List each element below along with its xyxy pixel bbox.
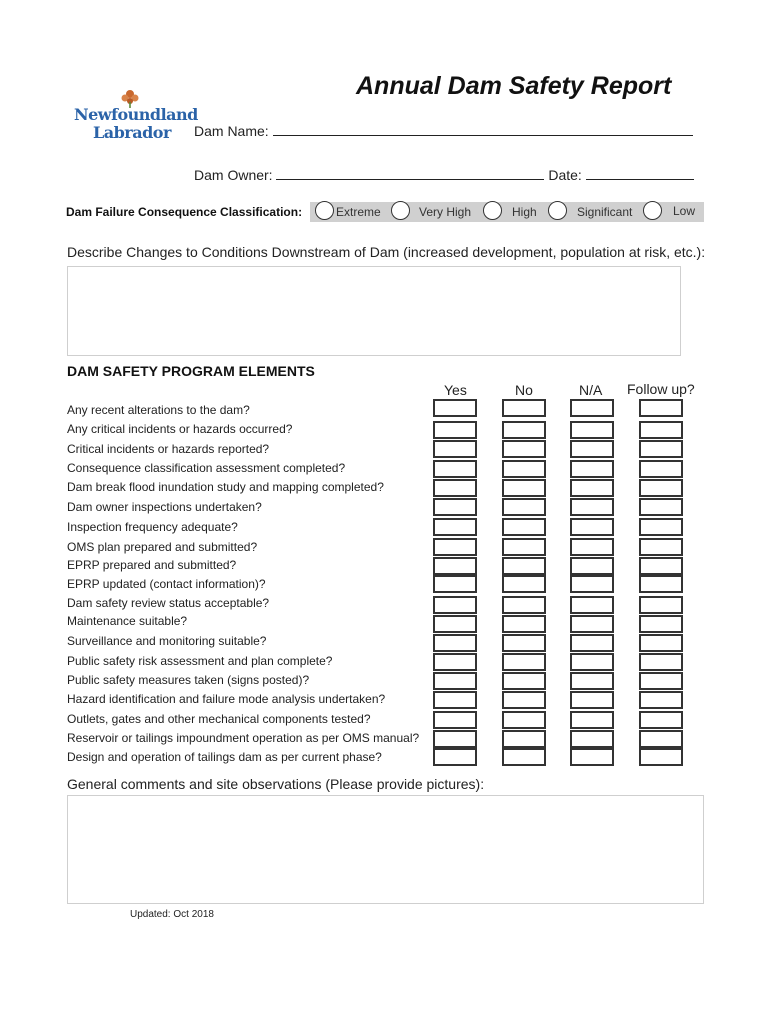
checkbox-follow-up[interactable]	[639, 399, 683, 417]
newfoundland-labrador-logo	[74, 88, 198, 144]
option-label-very-high: Very High	[419, 205, 472, 219]
checkbox-yes[interactable]	[433, 711, 477, 729]
checkbox-yes[interactable]	[433, 575, 477, 593]
checkbox-yes[interactable]	[433, 440, 477, 458]
question-text: Maintenance suitable?	[67, 614, 188, 628]
checkbox-na[interactable]	[570, 440, 614, 458]
radio-high[interactable]	[483, 201, 502, 220]
checkbox-no[interactable]	[502, 653, 546, 671]
checkbox-yes[interactable]	[433, 653, 477, 671]
checkbox-no[interactable]	[502, 399, 546, 417]
question-text: OMS plan prepared and submitted?	[67, 540, 258, 554]
column-header-na: N/A	[579, 382, 603, 398]
checkbox-na[interactable]	[570, 557, 614, 575]
column-header-no: No	[515, 382, 533, 398]
checkbox-na[interactable]	[570, 421, 614, 439]
question-text: Outlets, gates and other mechanical components tested?	[67, 712, 371, 726]
dam-name-field[interactable]	[273, 122, 693, 136]
column-header-yes: Yes	[444, 382, 467, 398]
option-label-extreme: Extreme	[336, 205, 381, 219]
checkbox-na[interactable]	[570, 691, 614, 709]
question-text: Inspection frequency adequate?	[67, 520, 238, 534]
checkbox-follow-up[interactable]	[639, 498, 683, 516]
comments-textarea[interactable]	[67, 795, 704, 904]
question-text: Surveillance and monitoring suitable?	[67, 634, 267, 648]
checkbox-follow-up[interactable]	[639, 557, 683, 575]
checkbox-no[interactable]	[502, 748, 546, 766]
question-text: Any critical incidents or hazards occurred?	[67, 422, 293, 436]
checkbox-yes[interactable]	[433, 730, 477, 748]
dam-owner-label: Dam Owner:	[194, 167, 273, 183]
checkbox-na[interactable]	[570, 615, 614, 633]
date-label: Date:	[548, 167, 582, 183]
checkbox-no[interactable]	[502, 672, 546, 690]
checkbox-yes[interactable]	[433, 615, 477, 633]
checkbox-no[interactable]	[502, 691, 546, 709]
checkbox-no[interactable]	[502, 538, 546, 556]
checkbox-follow-up[interactable]	[639, 711, 683, 729]
radio-low[interactable]	[643, 201, 662, 220]
question-text: Design and operation of tailings dam as per current phase?	[67, 750, 382, 764]
checkbox-follow-up[interactable]	[639, 730, 683, 748]
radio-very-high[interactable]	[391, 201, 410, 220]
checkbox-follow-up[interactable]	[639, 460, 683, 478]
checkbox-na[interactable]	[570, 653, 614, 671]
checkbox-no[interactable]	[502, 596, 546, 614]
option-label-low: Low	[673, 204, 696, 218]
option-label-high: High	[512, 205, 537, 219]
dam-owner-field[interactable]	[276, 166, 544, 180]
updated-date-footer: Updated: Oct 2018	[130, 909, 214, 920]
dam-owner-row	[194, 166, 694, 183]
checkbox-yes[interactable]	[433, 518, 477, 536]
question-text: Public safety measures taken (signs posted)?	[67, 673, 310, 687]
page-title: Annual Dam Safety Report	[356, 72, 672, 100]
checkbox-yes[interactable]	[433, 421, 477, 439]
dam-name-row	[194, 122, 693, 139]
checkbox-follow-up[interactable]	[639, 575, 683, 593]
checkbox-na[interactable]	[570, 596, 614, 614]
checkbox-no[interactable]	[502, 730, 546, 748]
checkbox-yes[interactable]	[433, 538, 477, 556]
checkbox-no[interactable]	[502, 557, 546, 575]
checkbox-follow-up[interactable]	[639, 615, 683, 633]
checkbox-yes[interactable]	[433, 498, 477, 516]
checkbox-no[interactable]	[502, 460, 546, 478]
question-text: Hazard identification and failure mode analysis undertaken?	[67, 692, 386, 706]
checkbox-na[interactable]	[570, 672, 614, 690]
checkbox-follow-up[interactable]	[639, 748, 683, 766]
checkbox-yes[interactable]	[433, 460, 477, 478]
question-text: Public safety risk assessment and plan complete?	[67, 654, 333, 668]
checkbox-follow-up[interactable]	[639, 691, 683, 709]
date-field[interactable]	[586, 166, 694, 180]
question-text: Dam owner inspections undertaken?	[67, 500, 262, 514]
comments-label: General comments and site observations (Please provide pictures):	[67, 776, 485, 792]
checkbox-na[interactable]	[570, 479, 614, 497]
classification-label: Dam Failure Consequence Classification:	[66, 205, 303, 219]
checkbox-yes[interactable]	[433, 634, 477, 652]
logo-text-labrador: Labrador	[93, 123, 171, 142]
checkbox-follow-up[interactable]	[639, 421, 683, 439]
checkbox-no[interactable]	[502, 479, 546, 497]
question-text: Critical incidents or hazards reported?	[67, 442, 270, 456]
checkbox-follow-up[interactable]	[639, 596, 683, 614]
checkbox-no[interactable]	[502, 634, 546, 652]
checkbox-follow-up[interactable]	[639, 653, 683, 671]
checkbox-yes[interactable]	[433, 479, 477, 497]
checkbox-yes[interactable]	[433, 399, 477, 417]
radio-significant[interactable]	[548, 201, 567, 220]
checkbox-yes[interactable]	[433, 557, 477, 575]
checkbox-follow-up[interactable]	[639, 672, 683, 690]
dam-name-label: Dam Name:	[194, 123, 269, 139]
checkbox-na[interactable]	[570, 518, 614, 536]
logo-text-newfoundland: Newfoundland	[74, 105, 198, 124]
checkbox-follow-up[interactable]	[639, 634, 683, 652]
column-header-follow-up: Follow up?	[627, 381, 695, 397]
checkbox-no[interactable]	[502, 498, 546, 516]
section-heading-program-elements: DAM SAFETY PROGRAM ELEMENTS	[67, 363, 315, 379]
question-text: EPRP updated (contact information)?	[67, 577, 266, 591]
question-text: Any recent alterations to the dam?	[67, 403, 250, 417]
option-label-significant: Significant	[577, 205, 633, 219]
question-text: Dam break flood inundation study and mapping completed?	[67, 480, 384, 494]
question-text: Dam safety review status acceptable?	[67, 596, 270, 610]
checkbox-na[interactable]	[570, 460, 614, 478]
checkbox-na[interactable]	[570, 538, 614, 556]
checkbox-no[interactable]	[502, 711, 546, 729]
checkbox-yes[interactable]	[433, 691, 477, 709]
checkbox-na[interactable]	[570, 730, 614, 748]
checkbox-na[interactable]	[570, 575, 614, 593]
checkbox-no[interactable]	[502, 421, 546, 439]
checkbox-follow-up[interactable]	[639, 479, 683, 497]
checkbox-no[interactable]	[502, 615, 546, 633]
question-text: Consequence classification assessment completed?	[67, 461, 346, 475]
checkbox-follow-up[interactable]	[639, 440, 683, 458]
downstream-changes-textarea[interactable]	[67, 266, 681, 356]
checkbox-follow-up[interactable]	[639, 518, 683, 536]
checkbox-na[interactable]	[570, 711, 614, 729]
checkbox-follow-up[interactable]	[639, 538, 683, 556]
radio-extreme[interactable]	[315, 201, 334, 220]
checkbox-no[interactable]	[502, 440, 546, 458]
checkbox-no[interactable]	[502, 575, 546, 593]
downstream-changes-label: Describe Changes to Conditions Downstream of Dam (increased development, population at risk, etc.):	[67, 244, 706, 260]
checkbox-na[interactable]	[570, 634, 614, 652]
question-text: Reservoir or tailings impoundment operation as per OMS manual?	[67, 731, 420, 745]
checkbox-yes[interactable]	[433, 748, 477, 766]
checkbox-na[interactable]	[570, 498, 614, 516]
checkbox-na[interactable]	[570, 399, 614, 417]
checkbox-yes[interactable]	[433, 672, 477, 690]
checkbox-no[interactable]	[502, 518, 546, 536]
checkbox-yes[interactable]	[433, 596, 477, 614]
question-text: EPRP prepared and submitted?	[67, 558, 237, 572]
checkbox-na[interactable]	[570, 748, 614, 766]
